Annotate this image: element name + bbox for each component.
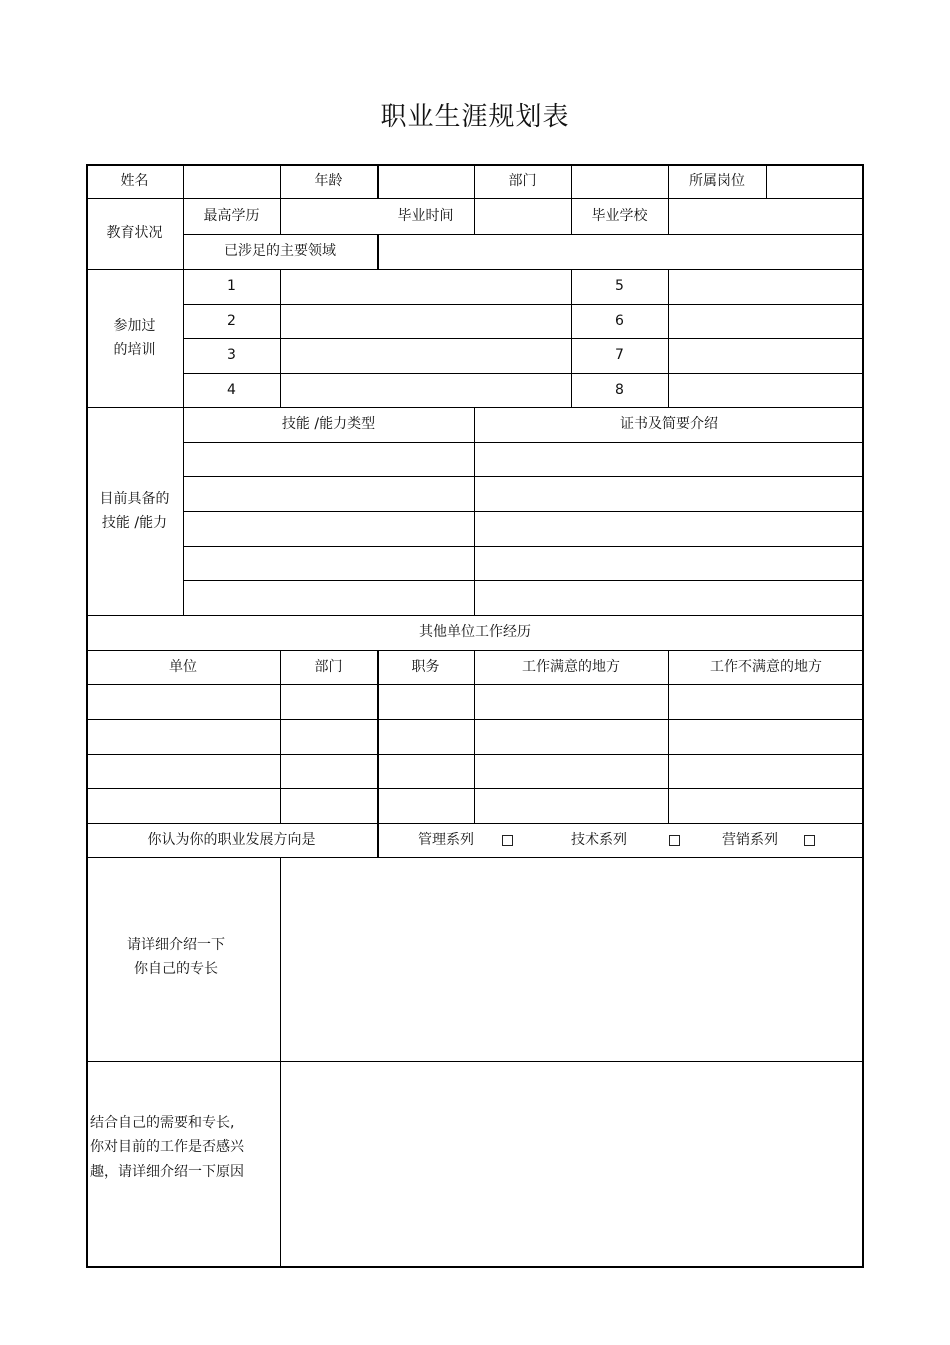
work-department-field[interactable] bbox=[281, 685, 376, 718]
training-number: 8 bbox=[615, 381, 624, 398]
work-unsatisfied-field[interactable] bbox=[669, 720, 862, 753]
option-marketing[interactable] bbox=[722, 823, 862, 857]
certificate-field[interactable] bbox=[475, 477, 862, 510]
training-field[interactable] bbox=[281, 374, 570, 406]
name-label: 姓名 bbox=[120, 172, 149, 189]
education-label: 教育状况 bbox=[106, 225, 163, 242]
certificate-header: 证书及简要介绍 bbox=[620, 416, 718, 433]
work-header-title: 职务 bbox=[411, 658, 440, 675]
graduation-school-label: 毕业学校 bbox=[591, 207, 648, 224]
work-company-field[interactable] bbox=[88, 789, 279, 822]
graduation-school-field[interactable] bbox=[669, 199, 862, 233]
option-technical[interactable] bbox=[571, 823, 711, 857]
training-field[interactable] bbox=[281, 305, 570, 337]
work-department-field[interactable] bbox=[281, 755, 376, 787]
work-title-field[interactable] bbox=[379, 720, 473, 753]
interest-label: 结合自己的需要和专长, 你对目前的工作是否感兴 趣，请详细介绍一下原因 bbox=[90, 1114, 244, 1180]
checkbox[interactable] bbox=[669, 835, 680, 846]
training-number: 7 bbox=[615, 347, 624, 364]
certificate-field[interactable] bbox=[475, 547, 862, 579]
graduation-time-label: 毕业时间 bbox=[397, 207, 454, 224]
training-field[interactable] bbox=[669, 374, 862, 406]
training-number: 2 bbox=[227, 312, 236, 329]
skill-type-field[interactable] bbox=[184, 547, 473, 579]
option-marketing-label: 营销系列 bbox=[722, 831, 778, 848]
skills-label: 目前具备的 技能 /能力 bbox=[99, 490, 170, 531]
work-company-field[interactable] bbox=[88, 685, 279, 718]
training-number: 5 bbox=[615, 278, 624, 295]
work-satisfied-field[interactable] bbox=[475, 755, 667, 787]
training-field[interactable] bbox=[281, 270, 570, 303]
age-field[interactable] bbox=[379, 165, 473, 197]
skill-type-header: 技能 /能力类型 bbox=[281, 416, 376, 433]
age-label: 年龄 bbox=[314, 172, 343, 189]
training-field[interactable] bbox=[669, 270, 862, 303]
training-field[interactable] bbox=[281, 339, 570, 372]
skill-type-field[interactable] bbox=[184, 512, 473, 545]
work-history-title: 其他单位工作经历 bbox=[419, 624, 531, 641]
certificate-field[interactable] bbox=[475, 512, 862, 545]
position-label: 所属岗位 bbox=[689, 172, 745, 189]
option-management[interactable] bbox=[418, 823, 558, 857]
position-field[interactable] bbox=[767, 165, 862, 197]
work-satisfied-field[interactable] bbox=[475, 720, 667, 753]
work-company-field[interactable] bbox=[88, 755, 279, 787]
career-direction-question: 你认为你的职业发展方向是 bbox=[147, 831, 316, 848]
work-company-field[interactable] bbox=[88, 720, 279, 753]
checkbox[interactable] bbox=[502, 835, 513, 846]
option-technical-label: 技术系列 bbox=[571, 831, 627, 848]
main-fields-label: 已涉足的主要领域 bbox=[224, 243, 336, 260]
checkbox[interactable] bbox=[804, 835, 815, 846]
skill-type-field[interactable] bbox=[184, 581, 473, 614]
work-header-company: 单位 bbox=[169, 658, 197, 675]
department-field[interactable] bbox=[572, 165, 667, 197]
training-number: 6 bbox=[615, 312, 624, 329]
work-department-field[interactable] bbox=[281, 720, 376, 753]
work-department-field[interactable] bbox=[281, 789, 376, 822]
certificate-field[interactable] bbox=[475, 581, 862, 614]
strengths-field[interactable] bbox=[282, 859, 862, 1059]
main-fields-field[interactable] bbox=[379, 235, 862, 268]
work-header-satisfied: 工作满意的地方 bbox=[522, 658, 620, 675]
work-unsatisfied-field[interactable] bbox=[669, 685, 862, 718]
work-satisfied-field[interactable] bbox=[475, 685, 667, 718]
training-number: 3 bbox=[227, 347, 236, 364]
interest-field[interactable] bbox=[282, 1063, 862, 1266]
rule bbox=[280, 857, 281, 1268]
work-title-field[interactable] bbox=[379, 685, 473, 718]
work-unsatisfied-field[interactable] bbox=[669, 755, 862, 787]
work-header-unsatisfied: 工作不满意的地方 bbox=[710, 658, 822, 675]
training-field[interactable] bbox=[669, 339, 862, 372]
work-header-department: 部门 bbox=[314, 658, 343, 675]
graduation-time-field[interactable] bbox=[475, 199, 570, 233]
training-number: 1 bbox=[227, 278, 236, 295]
page-title: 职业生涯规划表 bbox=[380, 102, 570, 132]
training-number: 4 bbox=[227, 381, 236, 398]
career-plan-form bbox=[86, 164, 864, 1268]
strengths-label: 请详细介绍一下 你自己的专长 bbox=[127, 936, 225, 977]
name-field[interactable] bbox=[184, 165, 279, 197]
work-satisfied-field[interactable] bbox=[475, 789, 667, 822]
highest-degree-field[interactable] bbox=[281, 199, 376, 233]
work-unsatisfied-field[interactable] bbox=[669, 789, 862, 822]
work-title-field[interactable] bbox=[379, 755, 473, 787]
skill-type-field[interactable] bbox=[184, 443, 473, 475]
department-label: 部门 bbox=[508, 172, 537, 189]
option-management-label: 管理系列 bbox=[418, 831, 474, 848]
skill-type-field[interactable] bbox=[184, 477, 473, 510]
training-label: 参加过 的培训 bbox=[113, 317, 156, 358]
highest-degree-label: 最高学历 bbox=[203, 207, 260, 224]
training-field[interactable] bbox=[669, 305, 862, 337]
work-title-field[interactable] bbox=[379, 789, 473, 822]
certificate-field[interactable] bbox=[475, 443, 862, 475]
